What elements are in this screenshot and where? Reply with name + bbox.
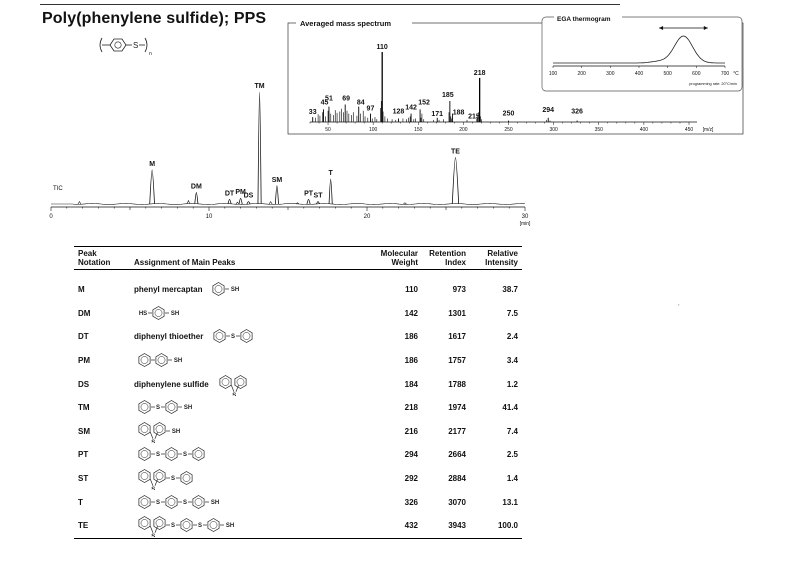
aromatic-circle <box>155 309 162 316</box>
cell-retention-index: 1757 <box>448 356 466 366</box>
atom-label: S <box>155 499 161 506</box>
tic-peak-label-dt: DT <box>224 190 235 198</box>
tic-peak-dt <box>228 199 231 204</box>
tic-peak-label-sm: SM <box>271 176 283 184</box>
tic-peak-label-ds: DS <box>243 192 254 200</box>
tic-peak-label-t: T <box>328 170 333 178</box>
aromatic-circle <box>210 522 217 529</box>
bond <box>231 385 234 392</box>
ega-x-unit: °C <box>733 71 739 77</box>
ms-tick-label: 150 <box>414 127 423 133</box>
table-row <box>74 325 522 349</box>
ms-peak-label-185: 185 <box>442 92 454 99</box>
ega-tick-label: 500 <box>663 71 672 77</box>
cell-molecular-weight: 186 <box>404 332 418 342</box>
tic-peak-dm <box>195 193 198 204</box>
cell-assignment <box>130 443 370 467</box>
fused-ring-left <box>220 375 231 388</box>
table-row <box>74 302 522 326</box>
ega-box <box>542 17 742 91</box>
benzene-ring <box>208 519 219 532</box>
tic-minor-peak <box>78 202 81 204</box>
aromatic-circle <box>237 378 244 385</box>
benzene-ring <box>193 448 204 461</box>
cell-relative-intensity: 2.5 <box>506 450 518 460</box>
benzene-ring <box>213 283 224 296</box>
cell-retention-index: 2177 <box>448 426 466 436</box>
ms-x-unit: [m/z] <box>702 127 714 133</box>
aromatic-circle <box>195 498 202 505</box>
cell-assignment <box>130 467 370 491</box>
cell-molecular-weight: 326 <box>404 497 418 507</box>
benzene-ring <box>139 448 150 461</box>
tic-tick-label: 0 <box>49 214 53 220</box>
bond <box>150 432 153 439</box>
tic-peak-label-pt: PT <box>304 190 314 198</box>
cell-molecular-weight: 218 <box>404 403 418 413</box>
peak-assignment-table-wrap <box>74 246 522 539</box>
tic-minor-peak <box>403 203 406 204</box>
cell-relative-intensity: 41.4 <box>502 403 518 413</box>
header-relative-intensity: Relative Intensity <box>485 249 518 267</box>
tic-peak-label-dm: DM <box>190 183 202 191</box>
cell-molecular-weight: 432 <box>404 521 418 531</box>
atom-label: S <box>170 523 176 530</box>
fused-ring-left <box>139 422 150 435</box>
aromatic-circle <box>222 378 229 385</box>
tic-peak-m <box>150 170 155 204</box>
ms-peak-label-33: 33 <box>308 109 317 117</box>
assignment-content <box>134 373 366 396</box>
aromatic-circle <box>141 451 148 458</box>
bond <box>150 479 153 486</box>
structure-tm <box>134 396 284 419</box>
fused-ring-right <box>154 517 165 530</box>
table-row <box>74 270 522 302</box>
fused-ring-left <box>139 517 150 530</box>
tic-peak-t <box>329 179 332 204</box>
ega-note: programming rate: 20°C/min <box>689 82 737 86</box>
atom-label: S <box>151 439 156 443</box>
header-molecular-weight: Molecular Weight <box>380 249 418 267</box>
fused-ring-right <box>154 470 165 483</box>
aromatic-circle <box>183 522 190 529</box>
aromatic-circle <box>156 472 163 479</box>
tic-peak-label-te: TE <box>451 148 460 156</box>
atom-label: SH <box>183 405 193 412</box>
benzene-ring <box>166 401 177 414</box>
tic-minor-peak <box>236 202 239 204</box>
atom-label: S <box>155 452 161 459</box>
cell-molecular-weight: 184 <box>404 379 418 389</box>
cell-molecular-weight: 110 <box>405 285 418 295</box>
structure-m <box>208 278 358 301</box>
ms-peak-label-215: 215 <box>468 113 480 121</box>
benzene-ring <box>181 519 192 532</box>
cell-assignment <box>130 490 370 514</box>
table-row <box>74 467 522 491</box>
tic-peak-tm <box>258 92 261 204</box>
benzene-ring <box>181 472 192 485</box>
atom-label: HS <box>138 310 148 317</box>
benzene-ring <box>193 495 204 508</box>
aromatic-circle <box>216 333 223 340</box>
tic-peak-sm <box>275 186 278 204</box>
tic-tick-label: 30 <box>521 214 529 220</box>
tic-label: TIC <box>53 186 63 192</box>
benzene-ring <box>139 495 150 508</box>
cell-assignment <box>130 349 370 373</box>
benzene-ring <box>166 495 177 508</box>
page-title: Poly(phenylene sulfide); PPS <box>42 10 267 27</box>
ms-tick-label: 450 <box>684 127 694 133</box>
benzene-ring <box>153 306 164 319</box>
ms-peak-label-250: 250 <box>502 110 515 118</box>
monomer-sulfur-label: S <box>133 41 139 50</box>
cell-notation: PM <box>78 356 90 366</box>
tic-minor-peak <box>269 202 272 204</box>
structure-dt <box>209 325 359 348</box>
bond <box>150 526 153 533</box>
aromatic-circle <box>168 498 175 505</box>
cell-relative-intensity: 7.5 <box>506 308 518 318</box>
header-retention-index: Retention Index <box>429 249 466 267</box>
benzene-ring <box>139 354 150 367</box>
aromatic-circle <box>141 472 148 479</box>
cell-relative-intensity: 1.2 <box>506 379 518 389</box>
cell-retention-index: 1617 <box>448 332 466 342</box>
table-header-row <box>74 247 522 270</box>
atom-label: S <box>197 523 203 530</box>
table-row <box>74 396 522 420</box>
structure-sm <box>134 420 284 443</box>
ega-tick-label: 700 <box>720 71 730 77</box>
assignment-content <box>134 349 366 372</box>
aromatic-circle <box>183 474 190 481</box>
cell-assignment <box>130 396 370 420</box>
cell-notation: DT <box>78 332 89 342</box>
cell-assignment <box>130 514 370 538</box>
ms-tick-label: 50 <box>325 127 331 133</box>
tic-tick-label: 20 <box>363 214 371 220</box>
ms-tick-label: 400 <box>639 127 649 133</box>
stray-mark: , <box>678 301 680 307</box>
atom-label: SH <box>171 428 181 435</box>
cell-assignment <box>130 270 370 302</box>
benzene-ring <box>166 448 177 461</box>
ms-tick-label: 250 <box>504 127 513 133</box>
assignment-content <box>134 278 366 301</box>
table-row <box>74 443 522 467</box>
atom-label: S <box>182 499 188 506</box>
atom-label: S <box>231 392 236 396</box>
aromatic-circle <box>195 451 202 458</box>
chromatogram-area <box>0 0 800 245</box>
cell-notation: DM <box>78 308 91 318</box>
cell-relative-intensity: 100.0 <box>497 521 518 531</box>
atom-label: S <box>151 486 156 491</box>
ms-peak-label-69: 69 <box>342 95 351 103</box>
cell-notation: T <box>78 497 83 507</box>
benzene-ring <box>241 330 252 343</box>
fused-ring-right <box>235 375 246 388</box>
ega-tick-label: 100 <box>548 71 558 77</box>
ms-peak-label-188: 188 <box>452 109 465 117</box>
ms-peak-label-171: 171 <box>431 110 444 118</box>
ms-peak-label-97: 97 <box>366 105 375 113</box>
ms-peak-label-326: 326 <box>571 108 583 116</box>
atom-label: S <box>155 405 161 412</box>
cell-relative-intensity: 7.4 <box>506 426 518 436</box>
compound-name: diphenyl thioether <box>134 332 204 342</box>
aromatic-circle <box>141 404 148 411</box>
cell-relative-intensity: 1.4 <box>506 474 518 484</box>
header-peak-notation: Peak Notation <box>78 249 111 267</box>
table-row <box>74 490 522 514</box>
atom-label: S <box>151 534 156 538</box>
tic-peak-label-m: M <box>149 160 156 168</box>
compound-name: phenyl mercaptan <box>134 285 203 295</box>
ms-peak-label-142: 142 <box>405 104 417 112</box>
tic-baseline <box>51 203 525 204</box>
mass-spectrum-title: Averaged mass spectrum <box>300 19 392 28</box>
structure-te <box>134 514 284 537</box>
assignment-content <box>134 514 366 537</box>
cell-relative-intensity: 13.1 <box>502 497 518 507</box>
cell-assignment <box>130 420 370 444</box>
structure-ds <box>215 373 365 396</box>
atom-label: S <box>231 334 236 341</box>
assignment-content <box>134 467 366 490</box>
cell-retention-index: 2884 <box>448 474 466 484</box>
assignment-content <box>134 491 366 514</box>
tic-peak-label-pm: PM <box>235 189 246 197</box>
aromatic-circle <box>168 404 175 411</box>
aromatic-circle <box>141 498 148 505</box>
cell-relative-intensity: 38.7 <box>502 285 518 295</box>
cell-retention-index: 3070 <box>448 497 466 507</box>
tic-peak-label-tm: TM <box>254 83 265 90</box>
cell-retention-index: 973 <box>452 285 466 295</box>
ega-title: EGA thermogram <box>557 16 611 23</box>
compound-name: diphenylene sulfide <box>134 379 209 389</box>
tic-peak-te <box>452 158 458 204</box>
aromatic-circle <box>156 520 163 527</box>
aromatic-circle <box>243 333 250 340</box>
ms-tick-label: 200 <box>459 127 468 133</box>
cell-assignment <box>130 325 370 349</box>
header-assignment: Assignment of Main Peaks <box>134 258 236 267</box>
cell-assignment <box>130 372 370 396</box>
atom-label: SH <box>225 523 235 530</box>
ms-peak-label-110: 110 <box>376 44 388 51</box>
fused-ring-left <box>139 470 150 483</box>
cell-relative-intensity: 2.4 <box>506 332 518 342</box>
structure-dm <box>134 302 284 325</box>
cell-molecular-weight: 142 <box>404 308 418 318</box>
atom-label: S <box>182 452 188 459</box>
tic-peak-pm <box>239 198 242 204</box>
aromatic-circle <box>168 451 175 458</box>
tic-peak-label-st: ST <box>313 192 323 200</box>
ms-peak-label-45: 45 <box>320 99 329 107</box>
ms-tick-label: 100 <box>368 127 378 133</box>
table-body <box>74 270 522 539</box>
benzene-ring <box>214 330 225 343</box>
ms-peak-label-128: 128 <box>392 108 405 116</box>
ms-tick-label: 300 <box>549 127 558 133</box>
table-row <box>74 372 522 396</box>
assignment-content <box>134 396 366 419</box>
atom-label: S <box>170 476 176 483</box>
table-row <box>74 420 522 444</box>
table-row <box>74 514 522 538</box>
ms-peak-label-51: 51 <box>325 95 333 103</box>
ega-tick-label: 200 <box>577 71 586 77</box>
structure-t <box>134 491 284 514</box>
ms-peak-label-84: 84 <box>356 99 365 107</box>
tic-peak-ds <box>247 202 250 204</box>
structure-pm <box>134 349 284 372</box>
structure-st <box>134 467 284 490</box>
cell-notation: TE <box>78 521 89 531</box>
aromatic-circle <box>156 425 163 432</box>
aromatic-circle <box>141 520 148 527</box>
peak-assignment-table <box>74 246 522 539</box>
cell-retention-index: 2664 <box>448 450 466 460</box>
cell-notation: PT <box>78 450 89 460</box>
ms-peak-label-218: 218 <box>473 69 486 77</box>
benzene-ring <box>139 401 150 414</box>
cell-molecular-weight: 186 <box>404 356 418 366</box>
assignment-content <box>134 420 366 443</box>
ms-peak-label-152: 152 <box>418 99 430 107</box>
cell-notation: DS <box>78 379 90 389</box>
ms-tick-label: 350 <box>594 127 603 133</box>
aromatic-circle <box>215 286 222 293</box>
structure-pt <box>134 443 284 466</box>
monomer-subscript: n <box>149 51 152 57</box>
tic-x-unit: [min] <box>519 221 531 227</box>
cell-retention-index: 1788 <box>448 379 466 389</box>
tic-tick-label: 10 <box>205 214 213 220</box>
aromatic-circle <box>141 425 148 432</box>
ms-peak-label-294: 294 <box>542 106 555 114</box>
benzene-ring <box>156 354 167 367</box>
atom-label: SH <box>170 310 180 317</box>
assignment-content <box>134 325 366 348</box>
cell-relative-intensity: 3.4 <box>506 356 518 366</box>
cell-assignment <box>130 302 370 326</box>
cell-molecular-weight: 216 <box>404 426 418 436</box>
cell-retention-index: 3943 <box>448 521 466 531</box>
cell-notation: M <box>78 285 85 295</box>
ega-tick-label: 600 <box>692 71 701 77</box>
assignment-content <box>134 443 366 466</box>
cell-retention-index: 1974 <box>448 403 466 413</box>
table-row <box>74 349 522 373</box>
cell-notation: SM <box>78 426 90 436</box>
cell-molecular-weight: 292 <box>404 474 418 484</box>
cell-retention-index: 1301 <box>448 308 466 318</box>
cell-molecular-weight: 294 <box>404 450 418 460</box>
ega-tick-label: 300 <box>606 71 615 77</box>
cell-notation: TM <box>78 403 90 413</box>
aromatic-circle <box>158 357 165 364</box>
cell-notation: ST <box>78 474 89 484</box>
assignment-content <box>134 302 366 325</box>
tic-peak-pt <box>307 199 310 204</box>
ega-tick-label: 400 <box>634 71 644 77</box>
atom-label: SH <box>210 499 220 506</box>
fused-ring-right <box>154 422 165 435</box>
aromatic-circle <box>141 357 148 364</box>
atom-label: SH <box>231 287 240 294</box>
atom-label: SH <box>173 358 183 365</box>
